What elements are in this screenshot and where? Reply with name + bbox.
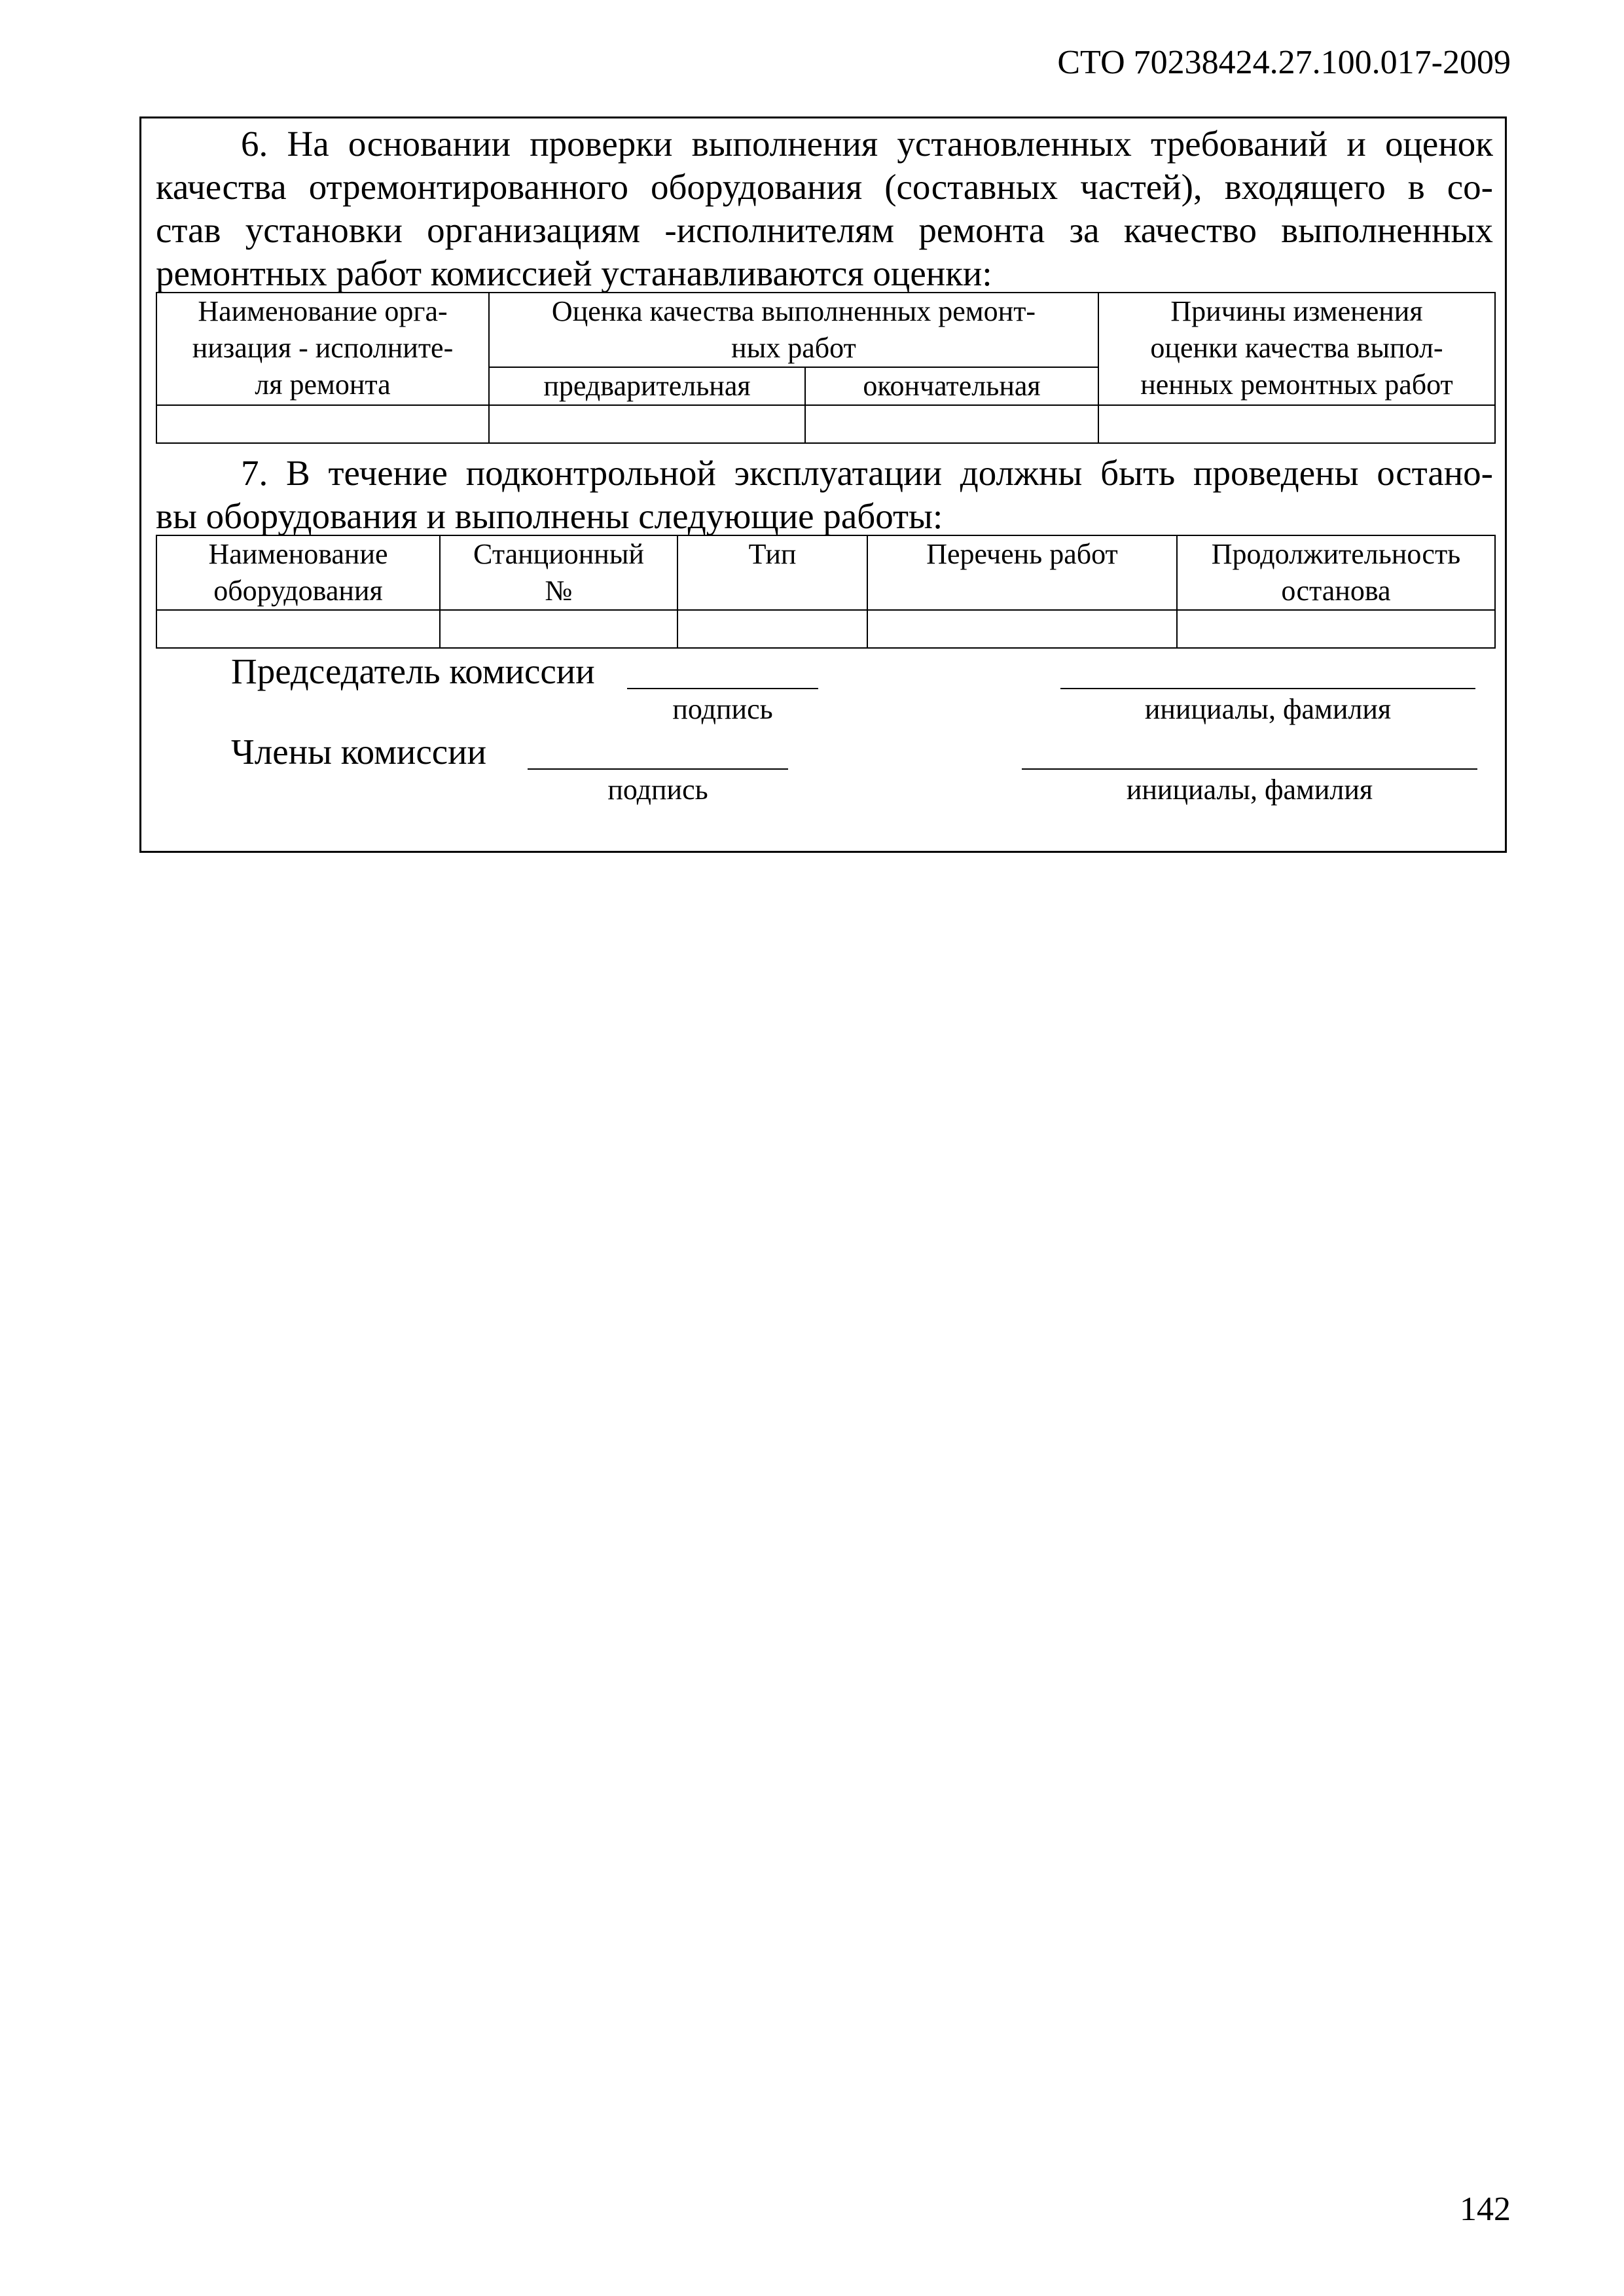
chairman-signature-line[interactable] bbox=[627, 688, 818, 689]
table-cell[interactable] bbox=[867, 610, 1177, 648]
document-code: СТО 70238424.27.100.017-2009 bbox=[1057, 44, 1511, 81]
section-6-line: ремонтных работ комиссией устанавливаются оценки: bbox=[156, 253, 992, 293]
table-row bbox=[156, 610, 1495, 648]
header-work-list: Перечень работ bbox=[867, 535, 1177, 610]
header-equipment: Наименование оборудования bbox=[156, 535, 440, 610]
table-cell[interactable] bbox=[156, 610, 440, 648]
header-change-reasons: Причины изменения оценки качества выпол- ненных ремонтных работ bbox=[1098, 293, 1495, 405]
table-cell[interactable] bbox=[156, 405, 489, 443]
section-6-line: став установки организациям -исполнителям ремонта за качество выполненных bbox=[156, 210, 1493, 250]
table-row bbox=[156, 405, 1495, 443]
section-6-line: качества отремонтированного оборудования (составных частей), входящего в со- bbox=[156, 167, 1493, 207]
header-station-number: Станционный № bbox=[440, 535, 677, 610]
header-final: окончательная bbox=[805, 367, 1098, 405]
quality-assessment-table bbox=[156, 292, 1496, 444]
members-name-line[interactable] bbox=[1022, 768, 1477, 770]
chairman-name-line[interactable] bbox=[1060, 688, 1475, 689]
table-cell[interactable] bbox=[677, 610, 867, 648]
header-type: Тип bbox=[677, 535, 867, 610]
section-6-text bbox=[156, 122, 1493, 295]
signature-caption: подпись bbox=[607, 774, 708, 806]
section-7-line: вы оборудования и выполнены следующие работы: bbox=[156, 496, 943, 536]
header-preliminary: предварительная bbox=[489, 367, 805, 405]
section-7-line: 7. В течение подконтрольной эксплуатации должны быть проведены остано- bbox=[241, 453, 1493, 493]
table-cell[interactable] bbox=[805, 405, 1098, 443]
shutdown-works-table bbox=[156, 535, 1496, 649]
name-caption: инициалы, фамилия bbox=[1144, 693, 1392, 725]
signature-caption: подпись bbox=[672, 693, 773, 725]
members-signature-line[interactable] bbox=[528, 768, 788, 770]
header-shutdown-duration: Продолжительность останова bbox=[1177, 535, 1495, 610]
chairman-label: Председатель комиссии bbox=[231, 651, 595, 691]
protocol-frame bbox=[139, 117, 1507, 853]
table-cell[interactable] bbox=[1177, 610, 1495, 648]
header-quality-rating: Оценка качества выполненных ремонт- ных работ bbox=[489, 293, 1098, 367]
table-cell[interactable] bbox=[440, 610, 677, 648]
header-organization: Наименование орга- низация - исполните- ля ремонта bbox=[156, 293, 489, 405]
page-number: 142 bbox=[1460, 2191, 1511, 2228]
name-caption: инициалы, фамилия bbox=[1126, 774, 1373, 806]
table-cell[interactable] bbox=[489, 405, 805, 443]
members-label: Члены комиссии bbox=[231, 732, 487, 772]
section-7-text bbox=[156, 452, 1493, 538]
table-cell[interactable] bbox=[1098, 405, 1495, 443]
section-6-line: 6. На основании проверки выполнения установленных требований и оценок bbox=[241, 124, 1493, 164]
